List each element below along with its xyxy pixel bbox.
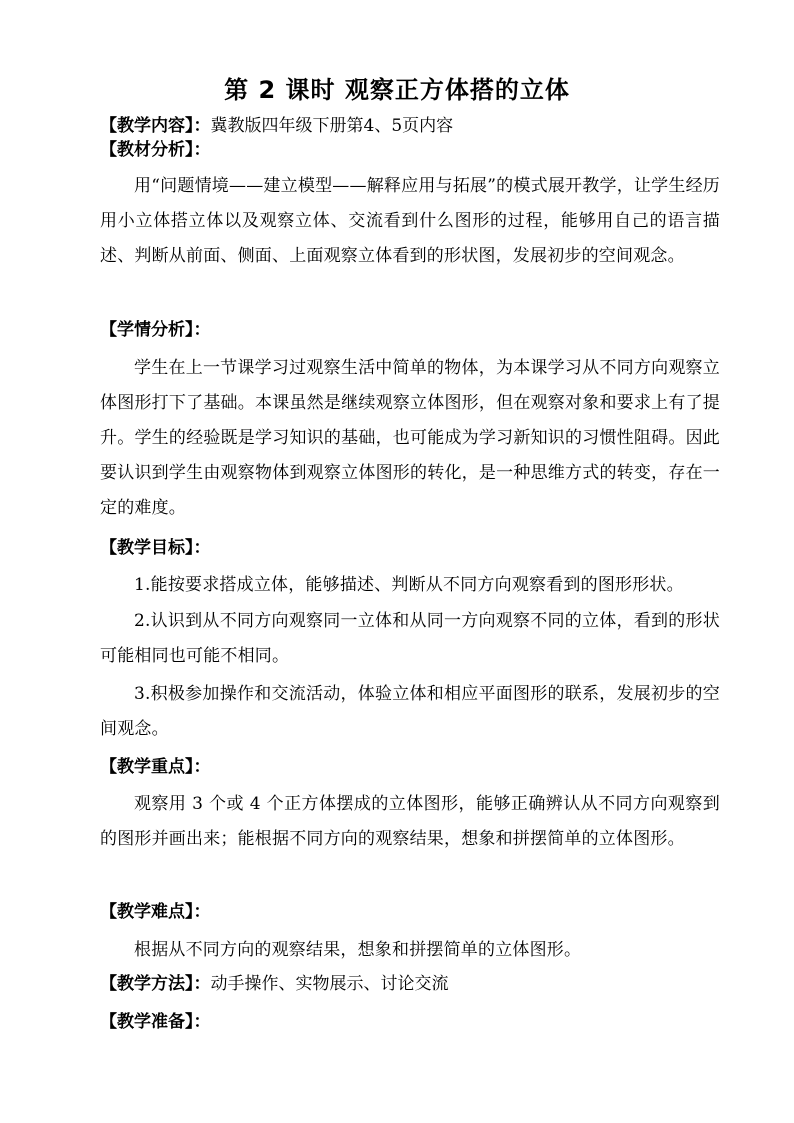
page-title: 第 2 课时 观察正方体搭的立体: [224, 76, 570, 104]
goal-item-2: 2.认识到从不同方向观察同一立体和从同一方向观察不同的立体，看到的形状可能相同也可能不相同。: [100, 611, 720, 666]
methods-text: 动手操作、实物展示、讨论交流: [210, 974, 449, 994]
student-analysis-text: 学生在上一节课学习过观察生活中简单的物体，为本课学习从不同方向观察立体图形打下了基础。本课虽然是继续观察立体图形，但在观察对象和要求上有了提升。学生的经验既是学习知识的基础，也可能成为学习新知识的习惯性阻碍。因此要认识到学生由观察物体到观察立体图形的转化，是一种思维方式的转变，存在一定的难度。: [100, 358, 720, 518]
key-points-text: 观察用 3 个或 4 个正方体摆成的立体图形，能够正确辨认从不同方向观察到的图形并画出来；能根据不同方向的观察结果，想象和拼摆简单的立体图形。: [100, 794, 720, 849]
difficulties-paragraph: [100, 933, 720, 968]
goal-item-1: 1.能按要求搭成立体，能够描述、判断从不同方向观察看到的图形形状。: [134, 575, 684, 595]
teaching-content-text: 冀教版四年级下册第4、5页内容: [210, 116, 454, 136]
goal-item-3: 3.积极参加操作和交流活动，体验立体和相应平面图形的联系，发展初步的空间观念。: [100, 684, 720, 739]
student-analysis-paragraph: [100, 351, 720, 526]
material-analysis-paragraph: [100, 169, 720, 274]
preparation-heading: 【教学准备】：: [100, 1012, 211, 1032]
difficulties-text: 根据从不同方向的观察结果，想象和拼摆简单的立体图形。: [134, 940, 582, 960]
methods-heading: 【教学方法】：: [100, 974, 211, 994]
material-analysis-heading: 【教材分析】：: [100, 140, 211, 160]
key-points-heading: 【教学重点】：: [100, 757, 211, 777]
difficulties-heading: 【教学难点】：: [100, 902, 211, 922]
teaching-content-line: [100, 114, 720, 138]
student-analysis-heading: 【学情分析】：: [100, 320, 211, 340]
material-analysis-text: 用“问题情境——建立模型——解释应用与拓展”的模式展开教学，让学生经历用小立体搭立体以及观察立体、交流看到什么图形的过程，能够用自己的语言描述、判断从前面、侧面、上面观察立体看到的形状图，发展初步的空间观念。: [100, 176, 720, 266]
key-points-paragraph: [100, 787, 720, 857]
goals-heading: 【教学目标】：: [100, 538, 211, 558]
teaching-content-heading: 【教学内容】：: [100, 116, 211, 136]
methods-line: [100, 972, 720, 996]
